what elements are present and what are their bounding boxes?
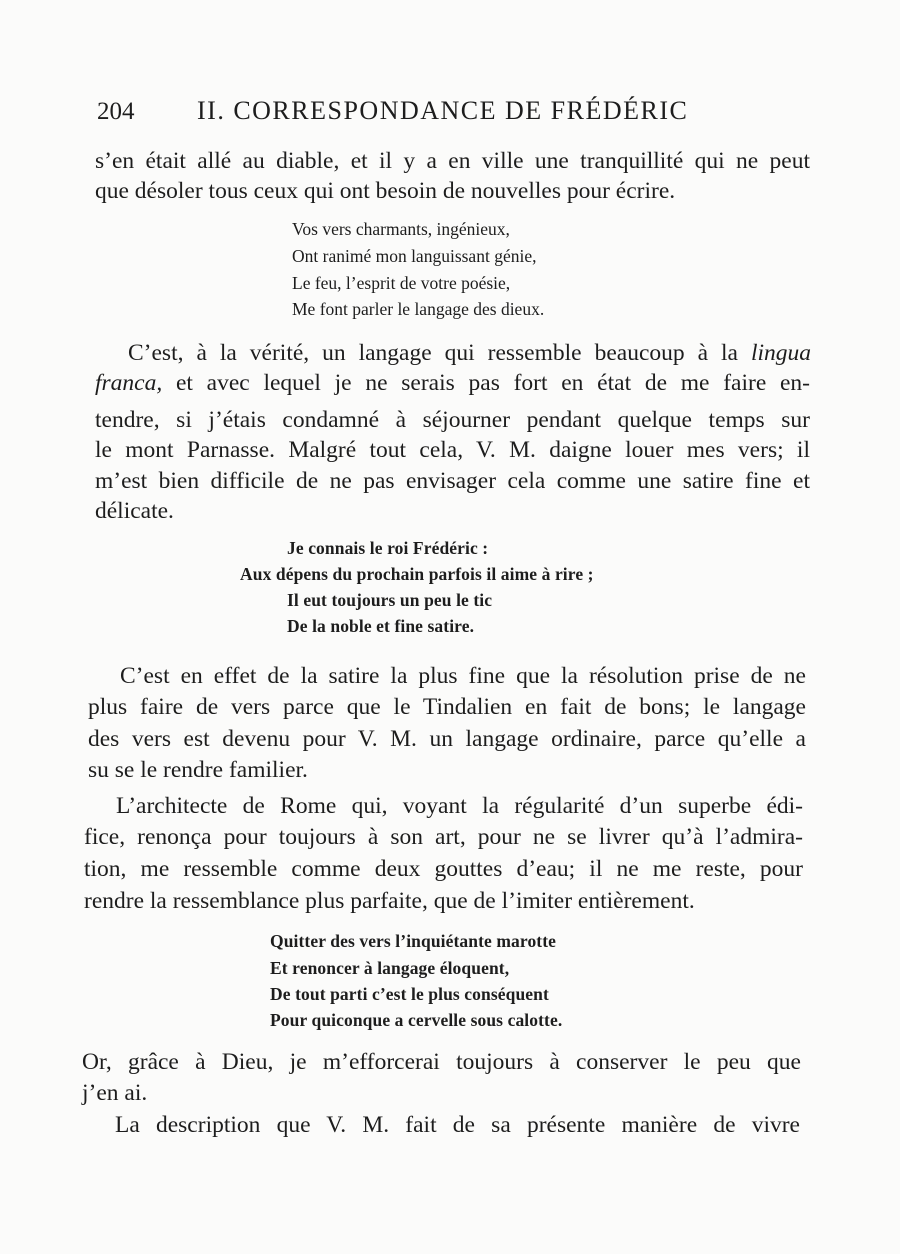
paragraph-line: C’est en effet de la satire la plus fine que la résolution prise de ne xyxy=(120,663,806,689)
paragraph-line: m’est bien difficile de ne pas envisager cela comme une satire fine et xyxy=(95,468,810,494)
verse-line: Je connais le roi Frédéric : xyxy=(287,538,489,558)
paragraph-line: rendre la ressemblance plus parfaite, que de l’imiter entièrement. xyxy=(84,888,695,914)
paragraph-line: su se le rendre familier. xyxy=(88,757,308,783)
paragraph-line xyxy=(95,368,810,398)
paragraph-line: L’architecte de Rome qui, voyant la régularité d’un superbe édi- xyxy=(116,793,803,819)
paragraph-line: Or, grâce à Dieu, je m’efforcerai toujours à conserver le peu que xyxy=(82,1049,801,1075)
running-title: II. CORRESPONDANCE DE FRÉDÉRIC xyxy=(197,96,689,125)
verse-line: De la noble et fine satire. xyxy=(287,616,475,636)
text-span: C’est, à la vérité, un langage qui ressemble beaucoup à la xyxy=(128,340,738,366)
verse-line: Il eut toujours un peu le tic xyxy=(287,590,493,610)
paragraph-line: plus faire de vers parce que le Tindalien en fait de bons; le langage xyxy=(88,694,806,720)
verse-line: Quitter des vers l’inquiétante marotte xyxy=(270,931,557,951)
verse-line: De tout parti c’est le plus conséquent xyxy=(270,984,549,1004)
paragraph-line xyxy=(128,338,811,368)
page-number: 204 xyxy=(97,98,135,125)
italic-text: lingua xyxy=(750,340,811,366)
paragraph-line: délicate. xyxy=(95,498,174,524)
paragraph-line: que désoler tous ceux qui ont besoin de nouvelles pour écrire. xyxy=(95,178,676,204)
verse-line: Et renoncer à langage éloquent, xyxy=(270,958,510,978)
paragraph-line: fice, renonça pour toujours à son art, pour ne se livrer qu’à l’admira- xyxy=(84,824,803,850)
verse-line: Ont ranimé mon languissant génie, xyxy=(292,246,537,266)
text-span: et avec lequel je ne serais pas fort en état de me faire en- xyxy=(175,370,811,396)
verse-line: Le feu, l’esprit de votre poésie, xyxy=(292,273,511,293)
paragraph-line: le mont Parnasse. Malgré tout cela, V. M. daigne louer mes vers; il xyxy=(95,437,810,463)
paragraph-line: j’en ai. xyxy=(82,1080,148,1106)
paragraph-line: tion, me ressemble comme deux gouttes d’eau; il ne me reste, pour xyxy=(84,856,803,882)
verse-line: Aux dépens du prochain parfois il aime à rire ; xyxy=(240,564,594,584)
verse-line: Me font parler le langage des dieux. xyxy=(292,299,545,319)
verse-line: Pour quiconque a cervelle sous calotte. xyxy=(270,1010,563,1030)
paragraph-line: s’en était allé au diable, et il y a en ville une tranquillité qui ne peut xyxy=(95,148,810,174)
running-header xyxy=(97,96,688,126)
paragraph-line: tendre, si j’étais condamné à séjourner pendant quelque temps sur xyxy=(95,407,810,433)
italic-text: franca, xyxy=(95,370,163,396)
verse-line: Vos vers charmants, ingénieux, xyxy=(292,219,510,239)
paragraph-line: des vers est devenu pour V. M. un langage ordinaire, parce qu’elle a xyxy=(88,726,806,752)
paragraph-line: La description que V. M. fait de sa présente manière de vivre xyxy=(115,1112,800,1138)
